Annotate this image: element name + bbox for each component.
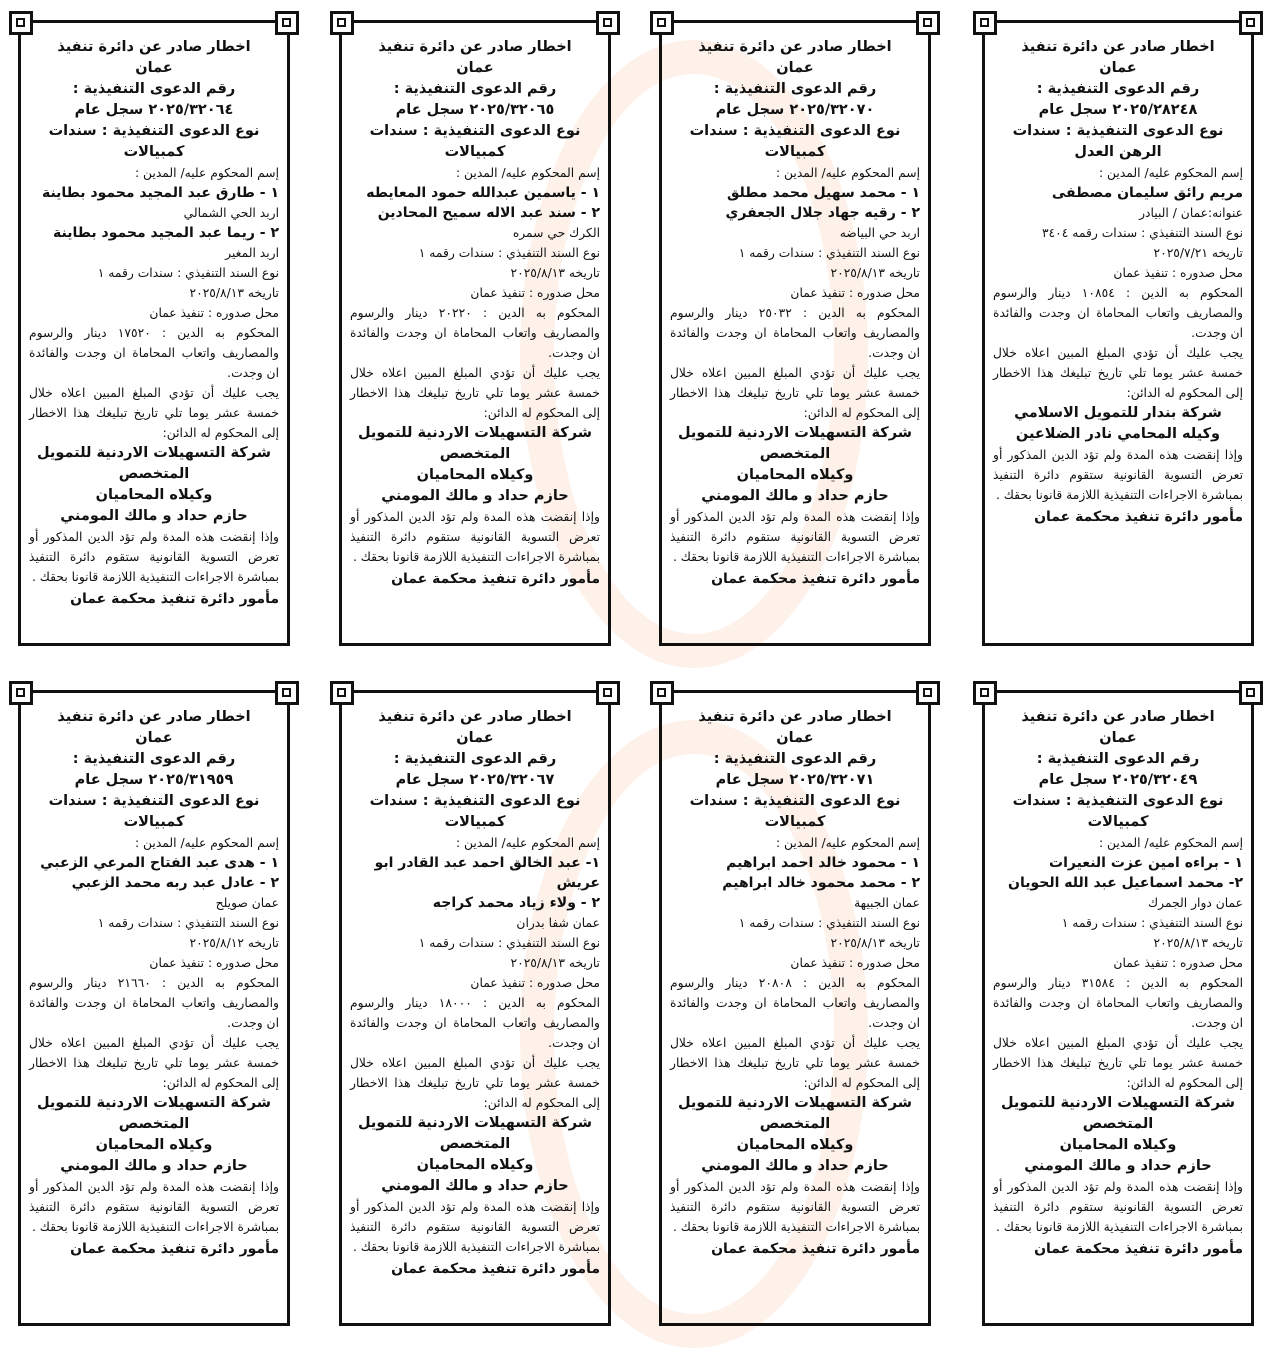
amount-label: المحكوم به الدين : [1125, 286, 1243, 300]
case-type-label: نوع الدعوى التنفيذية : [422, 123, 581, 139]
issue-place: محل صدوره : تنفيذ عمان [149, 306, 279, 320]
case-label: رقم الدعوى التنفيذية : [393, 751, 557, 767]
corner-ornament-icon [275, 681, 299, 705]
signature: مأمور دائرة تنفيذ محكمة عمان [70, 591, 279, 607]
sanad-date: تاريخه ٢٠٢٥/٨/١٣ [189, 286, 279, 300]
case-type-label: نوع الدعوى التنفيذية : [742, 793, 901, 809]
issue-place: محل صدوره : تنفيذ عمان [149, 956, 279, 970]
notice-title: اخطار صادر عن دائرة تنفيذ [698, 39, 892, 55]
amount-label: المحكوم به الدين : [802, 976, 920, 990]
creditor-line: شركة بندار للتمويل الاسلامي [1014, 405, 1222, 421]
notice-title: اخطار صادر عن دائرة تنفيذ [57, 709, 251, 725]
case-number: ٢٠٢٥/٢٨٢٤٨ [1112, 102, 1198, 118]
sanad-line [29, 263, 279, 283]
sanad-label: نوع السند التنفيذي : [818, 916, 920, 930]
debtor-address: عنوانه:عمان / البيادر [1139, 206, 1243, 220]
case-number-line [993, 100, 1243, 121]
debtor-address: اربد المغير [225, 246, 279, 260]
debtor-name: ٢- محمد اسماعيل عبد الله الحويان [1008, 875, 1243, 891]
sanad-label: نوع السند التنفيذي : [1141, 226, 1243, 240]
warning-paragraph: وإذا إنقضت هذه المدة ولم تؤد الدين المذكور أو تعرض التسوية القانونية ستقوم دائرة التنفيذ بمباشرة الاجراءات التنفيذية اللازمة قانونا بحقك . [350, 1200, 600, 1254]
case-suffix: سجل عام [715, 772, 785, 788]
case-label: رقم الدعوى التنفيذية : [713, 751, 877, 767]
case-suffix: سجل عام [395, 102, 465, 118]
debtor-name: ٢ - ريما عبد المجيد محمود بطاينة [53, 225, 279, 241]
sanad-value: سندات رقمه ١ [418, 246, 495, 260]
case-number-line [350, 100, 600, 121]
case-type-line [670, 121, 920, 163]
amount-value: ٢٥٠٣٢ [758, 306, 792, 320]
issue-place: محل صدوره : تنفيذ عمان [790, 286, 920, 300]
demand-paragraph: يجب عليك أن تؤدي المبلغ المبين اعلاه خلال خمسة عشر يوما تلي تاريخ تبليغك هذا الاخطار إلى المحكوم له الدائن: [350, 366, 600, 420]
creditor-line: وكيله المحامي نادر الضلاعين [1015, 426, 1221, 442]
signature: مأمور دائرة تنفيذ محكمة عمان [70, 1241, 279, 1257]
case-type-line [670, 791, 920, 833]
corner-ornament-icon [1239, 11, 1263, 35]
case-suffix: سجل عام [1038, 102, 1108, 118]
issue-place: محل صدوره : تنفيذ عمان [470, 976, 600, 990]
notice-title: اخطار صادر عن دائرة تنفيذ [1021, 709, 1215, 725]
amount-label: المحكوم به الدين : [161, 976, 279, 990]
case-type-line [350, 791, 600, 833]
debtor-address: اربد الحي الشمالي [183, 206, 279, 220]
amount-label: المحكوم به الدين : [482, 306, 600, 320]
case-type: سندات كمبيالات [689, 793, 826, 830]
debtor-name: ١ - ياسمين عبدالله حمود المعايطه [366, 185, 600, 201]
amount-paragraph [350, 303, 600, 363]
creditor-line: شركة التسهيلات الاردنية للتمويل المتخصص [1000, 1095, 1235, 1132]
amount-value: ٣١٥٨٤ [1081, 976, 1115, 990]
creditor-line: حازم حداد و مالك المومني [701, 488, 889, 504]
amount-value: ٢١٦٦٠ [117, 976, 151, 990]
case-number-line [29, 770, 279, 791]
case-number: ٢٠٢٥/٣١٩٥٩ [148, 772, 234, 788]
issue-place: محل صدوره : تنفيذ عمان [790, 956, 920, 970]
sanad-value: سندات رقمه ١ [418, 936, 495, 950]
case-type-line [993, 791, 1243, 833]
amount-paragraph [29, 973, 279, 1033]
case-type: سندات الرهن العدل [1012, 123, 1162, 160]
case-type: سندات كمبيالات [48, 793, 185, 830]
debtor-label: إسم المحكوم عليه/ المدين : [1098, 836, 1243, 850]
case-number-line [670, 770, 920, 791]
notice-box [339, 690, 611, 1326]
creditor-line: وكيلاه المحاميان [736, 1137, 854, 1153]
signature: مأمور دائرة تنفيذ محكمة عمان [711, 1241, 920, 1257]
debtor-name: ١ - محمود خالد احمد ابراهيم [726, 855, 920, 871]
sanad-value: سندات رقمه ١ [738, 916, 815, 930]
corner-ornament-icon [1239, 681, 1263, 705]
amount-value: ١٧٥٢٠ [117, 326, 151, 340]
notice-box [982, 690, 1254, 1326]
case-label: رقم الدعوى التنفيذية : [1036, 751, 1200, 767]
demand-paragraph: يجب عليك أن تؤدي المبلغ المبين اعلاه خلال خمسة عشر يوما تلي تاريخ تبليغك هذا الاخطار إلى المحكوم له الدائن: [29, 1036, 279, 1090]
creditor-line: حازم حداد و مالك المومني [701, 1158, 889, 1174]
sanad-date: تاريخه ٢٠٢٥/٧/٢١ [1153, 246, 1243, 260]
notice-city: عمان [776, 60, 814, 76]
debtor-label: إسم المحكوم عليه/ المدين : [134, 836, 279, 850]
debtor-address: عمان الجبيهة [854, 896, 920, 910]
sanad-line [993, 223, 1243, 243]
creditor-line: شركة التسهيلات الاردنية للتمويل المتخصص [357, 1115, 592, 1152]
sanad-label: نوع السند التنفيذي : [177, 916, 279, 930]
demand-paragraph: يجب عليك أن تؤدي المبلغ المبين اعلاه خلال خمسة عشر يوما تلي تاريخ تبليغك هذا الاخطار إلى المحكوم له الدائن: [993, 1036, 1243, 1090]
case-label: رقم الدعوى التنفيذية : [393, 81, 557, 97]
debtor-name: ١ - هدى عبد الفتاح المرعي الزعبي [40, 855, 279, 871]
debtor-label: إسم المحكوم عليه/ المدين : [775, 166, 920, 180]
case-suffix: سجل عام [74, 102, 144, 118]
creditor-line: شركة التسهيلات الاردنية للتمويل المتخصص [357, 425, 592, 462]
case-number-line [29, 100, 279, 121]
sanad-line [350, 243, 600, 263]
case-suffix: سجل عام [715, 102, 785, 118]
creditor-line: حازم حداد و مالك المومني [381, 1178, 569, 1194]
creditor-line: وكيلاه المحاميان [95, 487, 213, 503]
corner-ornament-icon [596, 681, 620, 705]
amount-rest: دينار والرسوم والمصاريف واتعاب المحاماة ان وجدت والفائدة ان وجدت. [350, 306, 600, 360]
case-number: ٢٠٢٥/٣٢٠٧٠ [789, 102, 875, 118]
corner-ornament-icon [596, 11, 620, 35]
issue-place: محل صدوره : تنفيذ عمان [1113, 266, 1243, 280]
creditor-line: وكيلاه المحاميان [1059, 1137, 1177, 1153]
amount-label: المحكوم به الدين : [802, 306, 920, 320]
notice-city: عمان [1099, 60, 1137, 76]
case-number: ٢٠٢٥/٣٢٠٤٩ [1112, 772, 1198, 788]
case-type-line [29, 121, 279, 163]
corner-ornament-icon [9, 11, 33, 35]
case-number: ٢٠٢٥/٣٢٠٦٥ [469, 102, 555, 118]
corner-ornament-icon [330, 11, 354, 35]
notice-city: عمان [456, 730, 494, 746]
demand-paragraph: يجب عليك أن تؤدي المبلغ المبين اعلاه خلال خمسة عشر يوما تلي تاريخ تبليغك هذا الاخطار إلى المحكوم له الدائن: [670, 1036, 920, 1090]
amount-value: ٢٠٨٠٨ [758, 976, 792, 990]
case-type-label: نوع الدعوى التنفيذية : [422, 793, 581, 809]
debtor-name: ١ - براءه امين عزت النعيرات [1049, 855, 1243, 871]
sanad-line [29, 913, 279, 933]
corner-ornament-icon [9, 681, 33, 705]
notice-box [659, 20, 931, 646]
case-number-line [670, 100, 920, 121]
amount-rest: دينار والرسوم والمصاريف واتعاب المحاماة ان وجدت والفائدة ان وجدت. [993, 976, 1243, 1030]
case-number: ٢٠٢٥/٣٢٠٦٧ [469, 772, 555, 788]
corner-ornament-icon [650, 681, 674, 705]
sanad-date: تاريخه ٢٠٢٥/٨/١٣ [510, 956, 600, 970]
debtor-label: إسم المحكوم عليه/ المدين : [134, 166, 279, 180]
case-suffix: سجل عام [74, 772, 144, 788]
case-label: رقم الدعوى التنفيذية : [72, 751, 236, 767]
case-label: رقم الدعوى التنفيذية : [713, 81, 877, 97]
notice-title: اخطار صادر عن دائرة تنفيذ [1021, 39, 1215, 55]
case-type-line [350, 121, 600, 163]
amount-label: المحكوم به الدين : [1125, 976, 1243, 990]
case-type-label: نوع الدعوى التنفيذية : [1065, 793, 1224, 809]
debtor-address: عمان شفا بدران [516, 916, 600, 930]
debtor-address: اربد حي البياضه [839, 226, 920, 240]
case-type: سندات كمبيالات [1012, 793, 1149, 830]
debtor-name: ٢ - رقيه جهاد جلال الجعفري [725, 205, 920, 221]
notice-box [659, 690, 931, 1326]
signature: مأمور دائرة تنفيذ محكمة عمان [391, 1261, 600, 1277]
amount-paragraph [29, 323, 279, 383]
sanad-date: تاريخه ٢٠٢٥/٨/١٣ [510, 266, 600, 280]
corner-ornament-icon [973, 681, 997, 705]
corner-ornament-icon [330, 681, 354, 705]
debtor-name: مريم رائق سليمان مصطفى [1051, 185, 1243, 201]
notice-title: اخطار صادر عن دائرة تنفيذ [698, 709, 892, 725]
sanad-line [350, 933, 600, 953]
case-type-line [993, 121, 1243, 163]
sanad-line [993, 913, 1243, 933]
creditor-line: وكيلاه المحاميان [736, 467, 854, 483]
amount-value: ٢٠٢٢٠ [438, 306, 472, 320]
case-suffix: سجل عام [1038, 772, 1108, 788]
notice-city: عمان [135, 730, 173, 746]
debtor-name: ٢ - عادل عبد ربه محمد الزعبي [71, 875, 279, 891]
debtor-name: ١- عبد الخالق احمد عبد القادر ابو عريش [374, 855, 600, 891]
sanad-date: تاريخه ٢٠٢٥/٨/١٣ [1153, 936, 1243, 950]
sanad-value: سندات رقمه ١ [738, 246, 815, 260]
issue-place: محل صدوره : تنفيذ عمان [1113, 956, 1243, 970]
creditor-line: حازم حداد و مالك المومني [60, 1158, 248, 1174]
notice-city: عمان [135, 60, 173, 76]
sanad-value: سندات رقمه ٣٤٠٤ [1041, 226, 1138, 240]
warning-paragraph: وإذا إنقضت هذه المدة ولم تؤد الدين المذكور أو تعرض التسوية القانونية ستقوم دائرة التنفيذ بمباشرة الاجراءات التنفيذية اللازمة قانونا بحقك . [350, 510, 600, 564]
signature: مأمور دائرة تنفيذ محكمة عمان [1034, 509, 1243, 525]
corner-ornament-icon [916, 11, 940, 35]
warning-paragraph: وإذا إنقضت هذه المدة ولم تؤد الدين المذكور أو تعرض التسوية القانونية ستقوم دائرة التنفيذ بمباشرة الاجراءات التنفيذية اللازمة قانونا بحقك . [993, 448, 1243, 502]
sanad-label: نوع السند التنفيذي : [498, 246, 600, 260]
sanad-date: تاريخه ٢٠٢٥/٨/١٢ [189, 936, 279, 950]
creditor-line: شركة التسهيلات الاردنية للتمويل المتخصص [36, 445, 271, 482]
warning-paragraph: وإذا إنقضت هذه المدة ولم تؤد الدين المذكور أو تعرض التسوية القانونية ستقوم دائرة التنفيذ بمباشرة الاجراءات التنفيذية اللازمة قانونا بحقك . [993, 1180, 1243, 1234]
amount-paragraph [670, 303, 920, 363]
creditor-line: وكيلاه المحاميان [416, 1157, 534, 1173]
creditor-line: شركة التسهيلات الاردنية للتمويل المتخصص [677, 1095, 912, 1132]
debtor-label: إسم المحكوم عليه/ المدين : [455, 836, 600, 850]
case-type-label: نوع الدعوى التنفيذية : [101, 793, 260, 809]
case-type: سندات كمبيالات [48, 123, 185, 160]
debtor-name: ٢ - ولاء زياد محمد كراجه [432, 895, 600, 911]
debtor-name: ١ - محمد سهيل محمد مطلق [726, 185, 920, 201]
debtor-address: عمان دوار الجمرك [1148, 896, 1243, 910]
case-label: رقم الدعوى التنفيذية : [72, 81, 236, 97]
creditor-line: شركة التسهيلات الاردنية للتمويل المتخصص [677, 425, 912, 462]
amount-paragraph [670, 973, 920, 1033]
case-type-line [29, 791, 279, 833]
case-number-line [993, 770, 1243, 791]
warning-paragraph: وإذا إنقضت هذه المدة ولم تؤد الدين المذكور أو تعرض التسوية القانونية ستقوم دائرة التنفيذ بمباشرة الاجراءات التنفيذية اللازمة قانونا بحقك . [29, 530, 279, 584]
notice-box [982, 20, 1254, 646]
notice-city: عمان [1099, 730, 1137, 746]
case-type-label: نوع الدعوى التنفيذية : [742, 123, 901, 139]
case-type-label: نوع الدعوى التنفيذية : [101, 123, 260, 139]
amount-rest: دينار والرسوم والمصاريف واتعاب المحاماة ان وجدت والفائدة ان وجدت. [670, 306, 920, 360]
amount-value: ١٨٠٠٠ [438, 996, 472, 1010]
sanad-value: سندات رقمه ١ [97, 916, 174, 930]
corner-ornament-icon [916, 681, 940, 705]
sanad-label: نوع السند التنفيذي : [1141, 916, 1243, 930]
notice-city: عمان [776, 730, 814, 746]
warning-paragraph: وإذا إنقضت هذه المدة ولم تؤد الدين المذكور أو تعرض التسوية القانونية ستقوم دائرة التنفيذ بمباشرة الاجراءات التنفيذية اللازمة قانونا بحقك . [29, 1180, 279, 1234]
amount-rest: دينار والرسوم والمصاريف واتعاب المحاماة ان وجدت والفائدة ان وجدت. [993, 286, 1243, 340]
signature: مأمور دائرة تنفيذ محكمة عمان [1034, 1241, 1243, 1257]
sanad-line [670, 243, 920, 263]
debtor-label: إسم المحكوم عليه/ المدين : [455, 166, 600, 180]
notice-box [339, 20, 611, 646]
case-suffix: سجل عام [395, 772, 465, 788]
sanad-label: نوع السند التنفيذي : [498, 936, 600, 950]
amount-rest: دينار والرسوم والمصاريف واتعاب المحاماة ان وجدت والفائدة ان وجدت. [29, 326, 279, 380]
creditor-line: حازم حداد و مالك المومني [1024, 1158, 1212, 1174]
debtor-name: ٢ - سند عبد الاله سميح المحادين [377, 205, 600, 221]
issue-place: محل صدوره : تنفيذ عمان [470, 286, 600, 300]
demand-paragraph: يجب عليك أن تؤدي المبلغ المبين اعلاه خلال خمسة عشر يوما تلي تاريخ تبليغك هذا الاخطار إلى المحكوم له الدائن: [29, 386, 279, 440]
amount-label: المحكوم به الدين : [482, 996, 600, 1010]
amount-paragraph [993, 973, 1243, 1033]
debtor-address: الكرك حي سمره [512, 226, 600, 240]
demand-paragraph: يجب عليك أن تؤدي المبلغ المبين اعلاه خلال خمسة عشر يوما تلي تاريخ تبليغك هذا الاخطار إلى المحكوم له الدائن: [350, 1056, 600, 1110]
debtor-address: عمان صويلح [215, 896, 279, 910]
case-number: ٢٠٢٥/٣٢٠٦٤ [148, 102, 234, 118]
amount-rest: دينار والرسوم والمصاريف واتعاب المحاماة ان وجدت والفائدة ان وجدت. [670, 976, 920, 1030]
sanad-label: نوع السند التنفيذي : [177, 266, 279, 280]
corner-ornament-icon [275, 11, 299, 35]
amount-value: ١٠٨٥٤ [1081, 286, 1115, 300]
debtor-label: إسم المحكوم عليه/ المدين : [1098, 166, 1243, 180]
creditor-line: حازم حداد و مالك المومني [60, 508, 248, 524]
sanad-label: نوع السند التنفيذي : [818, 246, 920, 260]
creditor-line: شركة التسهيلات الاردنية للتمويل المتخصص [36, 1095, 271, 1132]
amount-paragraph [350, 993, 600, 1053]
creditor-line: وكيلاه المحاميان [416, 467, 534, 483]
notice-title: اخطار صادر عن دائرة تنفيذ [378, 39, 572, 55]
sanad-date: تاريخه ٢٠٢٥/٨/١٣ [830, 266, 920, 280]
notice-box [18, 690, 290, 1326]
creditor-line: حازم حداد و مالك المومني [381, 488, 569, 504]
signature: مأمور دائرة تنفيذ محكمة عمان [391, 571, 600, 587]
case-number: ٢٠٢٥/٣٢٠٧١ [789, 772, 875, 788]
sanad-line [670, 913, 920, 933]
notice-city: عمان [456, 60, 494, 76]
case-type: سندات كمبيالات [369, 123, 506, 160]
sanad-value: سندات رقمه ١ [1061, 916, 1138, 930]
warning-paragraph: وإذا إنقضت هذه المدة ولم تؤد الدين المذكور أو تعرض التسوية القانونية ستقوم دائرة التنفيذ بمباشرة الاجراءات التنفيذية اللازمة قانونا بحقك . [670, 1180, 920, 1234]
debtor-name: ١ - طارق عبد المجيد محمود بطاينة [41, 185, 279, 201]
case-type: سندات كمبيالات [369, 793, 506, 830]
debtor-name: ٢ - محمد محمود خالد ابراهيم [722, 875, 920, 891]
sanad-date: تاريخه ٢٠٢٥/٨/١٣ [830, 936, 920, 950]
amount-rest: دينار والرسوم والمصاريف واتعاب المحاماة ان وجدت والفائدة ان وجدت. [29, 976, 279, 1030]
corner-ornament-icon [973, 11, 997, 35]
amount-rest: دينار والرسوم والمصاريف واتعاب المحاماة ان وجدت والفائدة ان وجدت. [350, 996, 600, 1050]
case-number-line [350, 770, 600, 791]
notice-title: اخطار صادر عن دائرة تنفيذ [57, 39, 251, 55]
debtor-label: إسم المحكوم عليه/ المدين : [775, 836, 920, 850]
demand-paragraph: يجب عليك أن تؤدي المبلغ المبين اعلاه خلال خمسة عشر يوما تلي تاريخ تبليغك هذا الاخطار إلى المحكوم له الدائن: [670, 366, 920, 420]
sanad-value: سندات رقمه ١ [97, 266, 174, 280]
corner-ornament-icon [650, 11, 674, 35]
signature: مأمور دائرة تنفيذ محكمة عمان [711, 571, 920, 587]
notice-box [18, 20, 290, 646]
amount-label: المحكوم به الدين : [161, 326, 279, 340]
warning-paragraph: وإذا إنقضت هذه المدة ولم تؤد الدين المذكور أو تعرض التسوية القانونية ستقوم دائرة التنفيذ بمباشرة الاجراءات التنفيذية اللازمة قانونا بحقك . [670, 510, 920, 564]
case-type-label: نوع الدعوى التنفيذية : [1065, 123, 1224, 139]
creditor-line: وكيلاه المحاميان [95, 1137, 213, 1153]
case-type: سندات كمبيالات [689, 123, 826, 160]
demand-paragraph: يجب عليك أن تؤدي المبلغ المبين اعلاه خلال خمسة عشر يوما تلي تاريخ تبليغك هذا الاخطار إلى المحكوم له الدائن: [993, 346, 1243, 400]
case-label: رقم الدعوى التنفيذية : [1036, 81, 1200, 97]
amount-paragraph [993, 283, 1243, 343]
notice-title: اخطار صادر عن دائرة تنفيذ [378, 709, 572, 725]
